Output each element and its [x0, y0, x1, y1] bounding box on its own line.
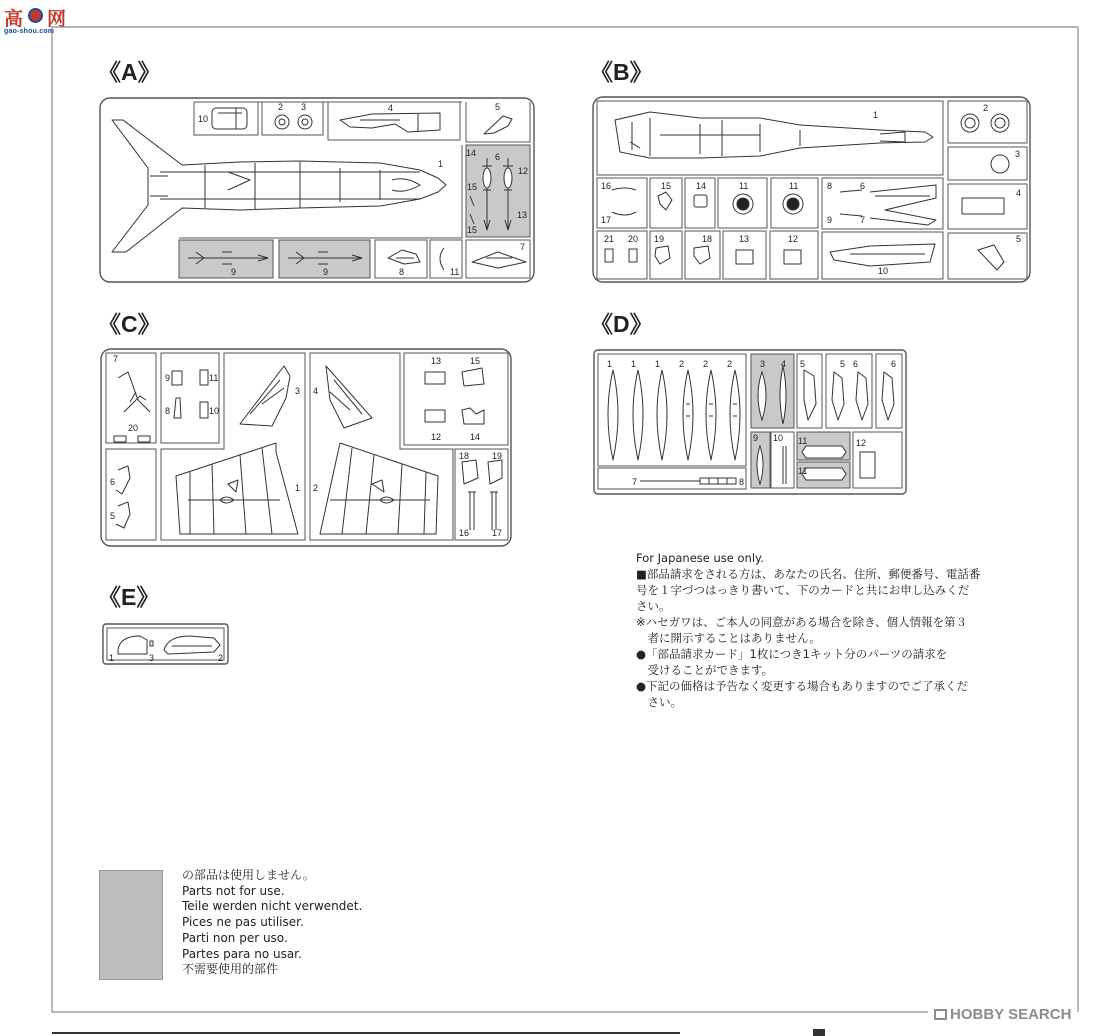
note-line: 受けることができます。: [636, 663, 774, 677]
note-line: さい。: [636, 599, 671, 613]
part-number: 19: [654, 234, 665, 244]
part-number: 4: [388, 103, 394, 113]
runner-c-label: 《C》: [98, 311, 161, 337]
part-number: 1: [631, 359, 637, 369]
part-number: 2: [278, 102, 284, 112]
part-d11: [802, 468, 846, 480]
parts-request-notes: [636, 550, 1046, 710]
unused-parts-legend: [182, 868, 362, 978]
part-number: 8: [165, 406, 171, 416]
note-line: さい。: [636, 695, 682, 709]
legend-line: Pices ne pas utiliser.: [182, 915, 304, 930]
camera-icon: [934, 1009, 947, 1020]
legend-line: Teile werden nicht verwendet.: [182, 899, 363, 914]
part-number: 5: [1016, 234, 1022, 244]
part-number: 19: [492, 451, 503, 461]
part-number: 8: [739, 477, 745, 487]
watermark-text: HOBBY SEARCH: [950, 1006, 1072, 1023]
unused-parts-swatch: [99, 870, 163, 980]
part-number: 5: [110, 511, 116, 521]
runner-a: [100, 98, 534, 282]
part-number: 16: [459, 528, 470, 538]
part-number: 2: [679, 359, 685, 369]
part-number: 1: [438, 159, 444, 169]
runner-d-unused-cell: [751, 354, 794, 428]
part-number: 1: [655, 359, 661, 369]
part-number: 13: [517, 210, 528, 220]
part-number: 20: [128, 423, 139, 433]
part-number: 12: [431, 432, 442, 442]
part-number: 4: [313, 386, 319, 396]
runner-e-frame: [103, 624, 228, 664]
part-number: 9: [753, 433, 759, 443]
part-number: 11: [450, 267, 460, 277]
part-number: 8: [827, 181, 833, 191]
part-number: 5: [495, 102, 501, 112]
note-line: ●「部品請求カード」1枚につき1キット分のパーツの請求を: [636, 647, 948, 661]
bottom-rule: [52, 1032, 680, 1034]
part-number: 14: [696, 181, 707, 191]
part-number: 2: [218, 653, 224, 663]
part-number: 11: [789, 181, 799, 191]
part-number: 6: [495, 152, 501, 162]
note-line: 号を１字づつはっきり書いて、下のカードと共にお申し込みくだ: [636, 583, 970, 597]
part-number: 16: [601, 181, 612, 191]
runner-d-frame: [594, 350, 906, 494]
part-number: 15: [467, 225, 478, 235]
part-number: 11: [739, 181, 749, 191]
legend-line: の部品は使用しません。: [182, 868, 315, 882]
part-number: 12: [518, 166, 529, 176]
runner-a-unused-cell: [179, 240, 273, 278]
logo-char-1: 高: [4, 8, 24, 30]
runner-b: [593, 97, 1030, 282]
part-number: 6: [110, 477, 116, 487]
part-number: 1: [109, 653, 115, 663]
watermark: [934, 1006, 1071, 1023]
part-number: 15: [467, 182, 478, 192]
page-marker: [813, 1029, 825, 1036]
part-number: 9: [827, 215, 833, 225]
part-number: 7: [632, 477, 638, 487]
part-number: 9: [323, 267, 329, 277]
part-number: 10: [209, 406, 220, 416]
part-number: 9: [165, 373, 171, 383]
part-number: 4: [1016, 188, 1022, 198]
note-line: ●下記の価格は予告なく変更する場合もありますのでご了承くだ: [636, 679, 969, 693]
logo-site-text: gao-shou.com: [4, 28, 55, 35]
legend-line: Parts not for use.: [182, 883, 285, 898]
part-number: 3: [301, 102, 307, 112]
part-number: 5: [800, 359, 806, 369]
part-number: 20: [628, 234, 639, 244]
part-number: 11: [209, 373, 219, 383]
runner-e: [103, 624, 228, 664]
part-number: 6: [860, 181, 866, 191]
note-line: 者に開示することはありません。: [636, 631, 821, 645]
part-number: 2: [727, 359, 733, 369]
note-line: For Japanese use only.: [636, 551, 764, 565]
runner-d-label: 《D》: [590, 311, 653, 337]
part-number: 2: [983, 103, 989, 113]
part-number: 10: [773, 433, 784, 443]
part-number: 17: [492, 528, 503, 538]
part-number: 13: [431, 356, 442, 366]
part-number: 7: [860, 215, 866, 225]
part-number: 21: [604, 234, 615, 244]
part-number: 1: [873, 110, 879, 120]
part-number: 2: [313, 483, 319, 493]
part-number: 15: [661, 181, 672, 191]
part-number: 14: [470, 432, 481, 442]
part-number: 10: [878, 266, 889, 276]
runner-a-label: 《A》: [98, 59, 161, 85]
part-number: 3: [760, 359, 766, 369]
part-number: 1: [607, 359, 613, 369]
part-number: 15: [470, 356, 481, 366]
part-number: 4: [781, 359, 787, 369]
part-number: 3: [1015, 149, 1021, 159]
part-number: 9: [231, 267, 237, 277]
logo-char-2: 网: [47, 8, 67, 30]
part-number: 18: [702, 234, 713, 244]
part-number: 10: [198, 114, 209, 124]
part-number: 2: [703, 359, 709, 369]
part-number: 11: [798, 466, 808, 476]
part-number: 12: [856, 438, 867, 448]
note-line: ■部品請求をされる方は、あなたの氏名、住所、郵便番号、電話番: [636, 567, 981, 581]
part-number: 3: [295, 386, 301, 396]
note-line: ※ハセガワは、ご本人の同意がある場合を除き、個人情報を第３: [636, 615, 968, 629]
runner-d: [594, 350, 906, 494]
part-d11: [802, 446, 846, 458]
part-number: 1: [295, 483, 301, 493]
part-number: 17: [601, 215, 612, 225]
part-number: 14: [466, 148, 477, 158]
runner-c-frame: [101, 349, 511, 546]
part-number: 18: [459, 451, 470, 461]
legend-line: 不需要使用的部件: [182, 962, 279, 977]
part-number: 12: [788, 234, 799, 244]
part-number: 13: [739, 234, 750, 244]
legend-line: Partes para no usar.: [182, 946, 302, 961]
part-number: 6: [853, 359, 859, 369]
part-number: 7: [113, 354, 119, 364]
runner-b-frame: [593, 97, 1030, 282]
part-number: 5: [840, 359, 846, 369]
part-number: 8: [399, 267, 405, 277]
part-number: 7: [520, 242, 526, 252]
runner-c: [101, 349, 511, 546]
part-number: 11: [798, 436, 808, 446]
part-number: 6: [891, 359, 897, 369]
part-number: 3: [149, 653, 155, 663]
runner-e-label: 《E》: [98, 584, 160, 610]
runner-b-label: 《B》: [590, 59, 653, 85]
legend-line: Parti non per uso.: [182, 930, 288, 945]
